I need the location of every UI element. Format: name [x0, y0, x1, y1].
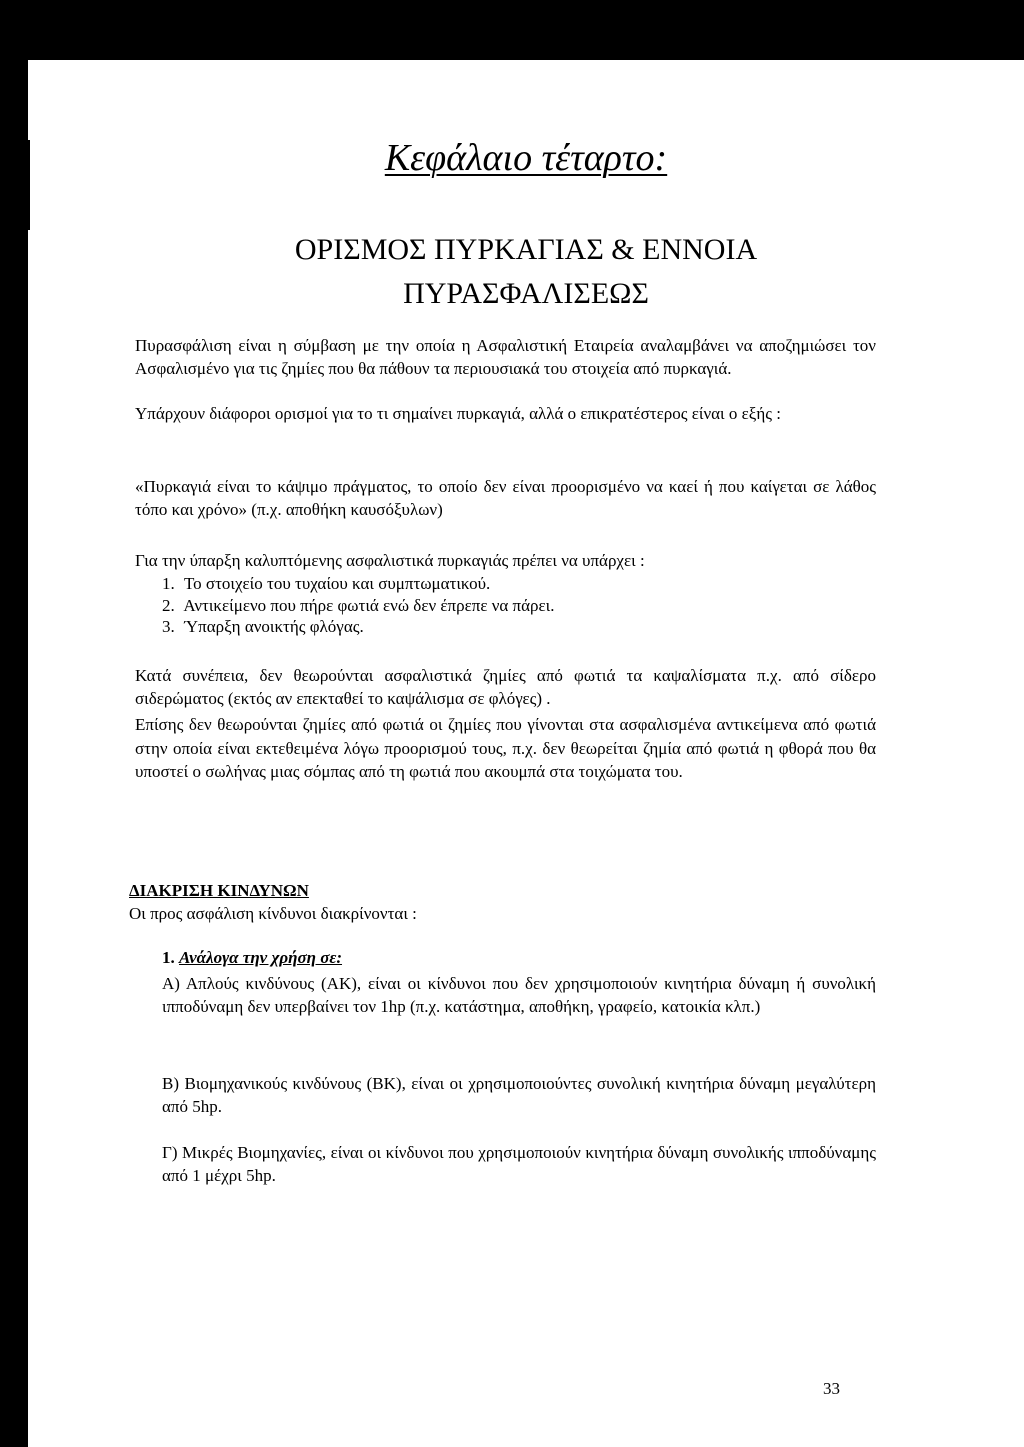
- main-title-line2: ΠΥΡΑΣΦΑΛΙΣΕΩΣ: [403, 277, 649, 310]
- chapter-title: Κεφάλαιο τέταρτο:: [384, 137, 668, 179]
- also-paragraph: Επίσης δεν θεωρούνται ζημίες από φωτιά οι ζημίες που γίνονται στα ασφαλισμένα αντικείμενα από φωτιά στην οποία είναι εκτεθειμένα λόγω προορισμού τους, π.χ. δεν θεωρείται ζημία από φωτιά η φθορά που θα υποστεί ο σωλήνας μιας σόμπας από τη φωτιά που ακουμπά στα τοιχώματα του.: [135, 715, 876, 781]
- item-b: Β) Βιομηχανικούς κινδύνους (ΒΚ), είναι οι χρησιμοποιούντες συνολική κινητήρια δύναμη μεγαλύτερη από 5hp.: [162, 1074, 876, 1116]
- definitions-paragraph: Υπάρχουν διάφοροι ορισμοί για το τι σημαίνει πυρκαγιά, αλλά ο επικρατέστερος είναι ο εξής :: [135, 404, 781, 423]
- intro-paragraph: Πυρασφάλιση είναι η σύμβαση με την οποία η Ασφαλιστική Εταιρεία αναλαμβάνει να αποζημιώσει τον Ασφαλισμένο για τις ζημίες που θα πάθουν τα περιουσιακά του στοιχεία από πυρκαγιά.: [135, 336, 876, 378]
- list-item: 3. Ύπαρξη ανοικτής φλόγας.: [162, 617, 364, 636]
- requirements-list: [162, 573, 555, 638]
- main-title: [28, 228, 1024, 316]
- section-sub: Οι προς ασφάλιση κίνδυνοι διακρίνονται :: [129, 904, 417, 923]
- document-page: [28, 60, 1024, 1447]
- item-c: Γ) Μικρές Βιομηχανίες, είναι οι κίνδυνοι που χρησιμοποιούν κινητήρια δύναμη συνολικής ιπποδύναμης από 1 μέχρι 5hp.: [162, 1143, 876, 1185]
- list-item: 1. Το στοιχείο του τυχαίου και συμπτωματικού.: [162, 574, 491, 593]
- item-a: Α) Απλούς κινδύνους (ΑΚ), είναι οι κίνδυνοι που δεν χρησιμοποιούν κινητήρια δύναμη ή συνολική ιπποδύναμη δεν υπερβαίνει τον 1hp (π.χ. κατάστημα, αποθήκη, γραφείο, κατοικία κλπ.): [162, 974, 876, 1016]
- consequence-paragraph: Κατά συνέπεια, δεν θεωρούνται ασφαλιστικά ζημίες από φωτιά τα καψαλίσματα π.χ. από σίδερο σιδερώματος (εκτός αν επεκταθεί το καψάλισμα σε φλόγες) .: [135, 666, 876, 708]
- quote-paragraph: «Πυρκαγιά είναι το κάψιμο πράγματος, το οποίο δεν είναι προορισμένο να καεί ή που καίγεται σε λάθος τόπο και χρόνο» (π.χ. αποθήκη καυσόξυλων): [135, 477, 876, 519]
- requirements-intro: Για την ύπαρξη καλυπτόμενης ασφαλιστικά πυρκαγιάς πρέπει να υπάρχει :: [135, 551, 645, 570]
- main-title-line1: ΟΡΙΣΜΟΣ ΠΥΡΚΑΓΙΑΣ & ΕΝΝΟΙΑ: [294, 233, 758, 266]
- page-number: 33: [823, 1379, 840, 1398]
- subsection-title: Ανάλογα την χρήση σε:: [179, 948, 343, 967]
- list-item: 2. Αντικείμενο που πήρε φωτιά ενώ δεν έπρεπε να πάρει.: [162, 595, 555, 615]
- subsection-heading: [162, 948, 342, 968]
- section-heading: ΔΙΑΚΡΙΣΗ ΚΙΝΔΥΝΩΝ: [129, 881, 309, 900]
- subsection-number: 1.: [162, 948, 175, 967]
